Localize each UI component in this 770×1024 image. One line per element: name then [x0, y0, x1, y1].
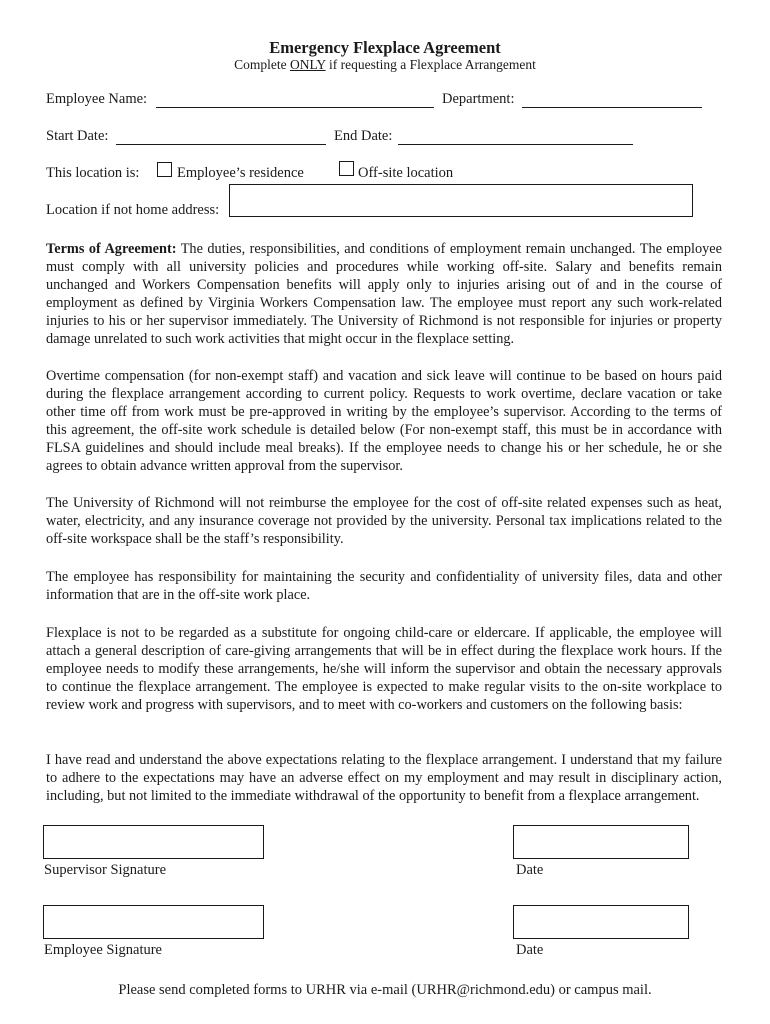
terms-paragraph-1	[46, 240, 722, 348]
employee-signature-label: Employee Signature	[44, 942, 162, 958]
end-date-field[interactable]	[398, 128, 633, 145]
terms-paragraph-5: Flexplace is not to be regarded as a substitute for ongoing child-care or eldercare. If applicable, the employee will attach a general description of care-giving arrangements that will be in effect during the flexplace work hours. If the employee needs to modify these arrangements, he/she will inform the supervisor and obtain the necessary approvals to continue the flexplace arrangement. The employee is expected to make regular visits to the on-site workplace to review work and progress with supervisors, and to meet with co-workers and customers on the following basis:	[46, 625, 722, 713]
location-address-label: Location if not home address:	[46, 202, 220, 218]
terms-paragraph-3: The University of Richmond will not reimburse the employee for the cost of off-site related expenses such as heat, water, electricity, and any insurance coverage not provided by the university. Personal tax implications related to the off-site workspace shall be the staff’s responsibility.	[46, 495, 722, 547]
supervisor-date-label: Date	[516, 862, 544, 878]
offsite-checkbox[interactable]	[339, 161, 354, 176]
location-address-field[interactable]	[229, 184, 693, 217]
location-type-label: This location is:	[46, 165, 140, 181]
supervisor-signature-field[interactable]	[43, 825, 264, 859]
supervisor-signature-label: Supervisor Signature	[44, 862, 167, 878]
department-field[interactable]	[522, 91, 702, 108]
employee-name-label: Employee Name:	[46, 91, 148, 107]
terms-paragraph-2: Overtime compensation (for non-exempt staff) and vacation and sick leave will continue to be based on hours paid during the flexplace arrangement according to current policy. Requests to work overtime, declare vacation or take other time off from work must be pre-approved in writing by the employee’s supervisor. According to the terms of this agreement, the off-site work schedule is detailed below (For non-exempt staff, this must be in accordance with FLSA guidelines and should include meal breaks). If the employee needs to change his or her schedule, he or she agrees to obtain advance written approval from the supervisor.	[46, 368, 722, 474]
subtitle-pre: Complete	[234, 57, 290, 72]
employee-name-field[interactable]	[156, 91, 434, 108]
terms-text-1: The duties, responsibilities, and conditions of employment remain unchanged. The employee must comply with all university policies and procedures while working off-site. Salary and benefits remain unchanged and Workers Compensation benefits will apply only to injuries arising out of and in the course of employment as defined by Virginia Workers Compensation law. The employee must report any such work-related injuries to his or her supervisor immediately. The University of Richmond is not responsible for injuries or property damage unrelated to such work activities that might occur in the flexplace setting.	[46, 241, 723, 347]
employee-signature-field[interactable]	[43, 905, 264, 939]
supervisor-date-field[interactable]	[513, 825, 689, 859]
footer-instructions: Please send completed forms to URHR via e-mail (URHR@richmond.edu) or campus mail.	[118, 982, 652, 998]
residence-option-label: Employee’s residence	[177, 165, 304, 181]
form-title: Emergency Flexplace Agreement	[269, 38, 501, 57]
subtitle-emphasis: ONLY	[289, 57, 326, 72]
terms-paragraph-4: The employee has responsibility for maintaining the security and confidentiality of university files, data and other information that are in the off-site work place.	[46, 569, 722, 603]
form-subtitle	[0, 57, 770, 73]
department-label: Department:	[442, 91, 515, 107]
end-date-label: End Date:	[334, 128, 393, 144]
employee-date-field[interactable]	[513, 905, 689, 939]
subtitle-post: if requesting a Flexplace Arrangement	[325, 57, 536, 72]
offsite-option-label: Off-site location	[358, 165, 454, 181]
start-date-field[interactable]	[116, 128, 326, 145]
terms-heading: Terms of Agreement:	[46, 241, 177, 257]
employee-date-label: Date	[516, 942, 544, 958]
terms-paragraph-6: I have read and understand the above expectations relating to the flexplace arrangement. I understand that my failure to adhere to the expectations may have an adverse effect on my employment and may result in disciplinary action, including, but not limited to the immediate withdrawal of the opportunity to benefit from a flexplace arrangement.	[46, 752, 722, 804]
start-date-label: Start Date:	[46, 128, 109, 144]
residence-checkbox[interactable]	[157, 162, 172, 177]
